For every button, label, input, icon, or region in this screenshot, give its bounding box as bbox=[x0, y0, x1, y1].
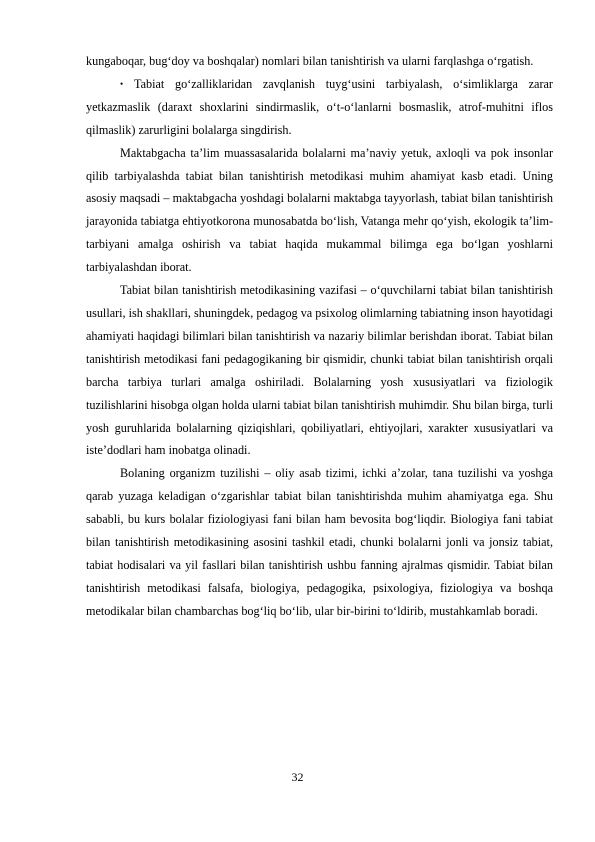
paragraph-continuation: kungaboqar, bug‘doy va boshqalar) nomlari bilan tanishtirish va ularni farqlashga o‘rgatish. bbox=[86, 54, 534, 68]
paragraph: Maktabgacha ta’lim muassasalarida bolalarni ma’naviy yetuk, axloqli va pok insonlar qilib tarbiyalashda tabiat bilan tanishtirish metodikasi muhim ahamiyat kasb etadi. Uning asosiy maqsadi – maktabgacha yoshdagi bolalarni maktabga tayyorlash, tabiat bilan tanishtirish jarayonida tabiatga ehtiyotkorona munosabatda bo‘lish, Vatanga mehr qo‘yish, ekologik ta’lim-tarbiyani amalga oshirish va tabiat haqida mukammal bilimga ega bo‘lgan yoshlarni tarbiyalashdan iborat. bbox=[86, 145, 553, 275]
bullet-item bbox=[86, 73, 553, 142]
paragraph: Tabiat bilan tanishtirish metodikasining vazifasi – o‘quvchilarni tabiat bilan tanishtirish usullari, ish shakllari, shuningdek, pedagog va psixolog olimlarning tabiatning inson hayotidagi ahamiyati haqidagi bilimlari bilan tanishtirish va nazariy bilimlar berishdan iborat. Tabiat bilan tanishtirish metodikasi fani pedagogikaning bir qismidir, chunki tabiat bilan tanishtirish orqali barcha tarbiya turlari amalga oshiriladi. Bolalarning yosh xususiyatlari va fiziologik tuzilishlarini hisobga olgan holda ularni tabiat bilan tanishtirish muhimdir. Shu bilan birga, turli yosh guruhlarida bolalarning qiziqishlari, qobiliyatlari, ehtiyojlari, xarakter xususiyatlari va iste’dodlari ham inobatga olinadi. bbox=[86, 283, 553, 458]
page-number: 32 bbox=[291, 770, 304, 784]
bullet-item-text: Tabiat go‘zalliklaridan zavqlanish tuyg‘usini tarbiyalash, o‘simliklarga zarar yetkazmaslik (daraxt shoxlarini sindirmaslik, o‘t-o‘lanlarni bosmaslik, atrof-muhitni iflos qilmaslik) zarurligini bolalarga singdirish. bbox=[86, 76, 553, 137]
document-body bbox=[86, 50, 553, 623]
bullet-icon: • bbox=[120, 78, 124, 89]
paragraph: Bolaning organizm tuzilishi – oliy asab tizimi, ichki a’zolar, tana tuzilishi va yoshga qarab yuzaga keladigan o‘zgarishlar tabiat bilan tanishtirishda muhim ahamiyatga ega. Shu sababli, bu kurs bolalar fiziologiyasi fani bilan ham bevosita bog‘liqdir. Biologiya fani tabiat bilan tanishtirish metodikasining asosini tashkil etadi, chunki bolalarni jonli va jonsiz tabiat, tabiat hodisalari va yil fasllari bilan tanishtirish ushbu fanning ajralmas qismidir. Tabiat bilan tanishtirish metodikasi falsafa, biologiya, pedagogika, psixologiya, fiziologiya va boshqa metodikalar bilan chambarchas bog‘liq bo‘lib, ular bir-birini to‘ldirib, mustahkamlab boradi. bbox=[86, 466, 553, 618]
